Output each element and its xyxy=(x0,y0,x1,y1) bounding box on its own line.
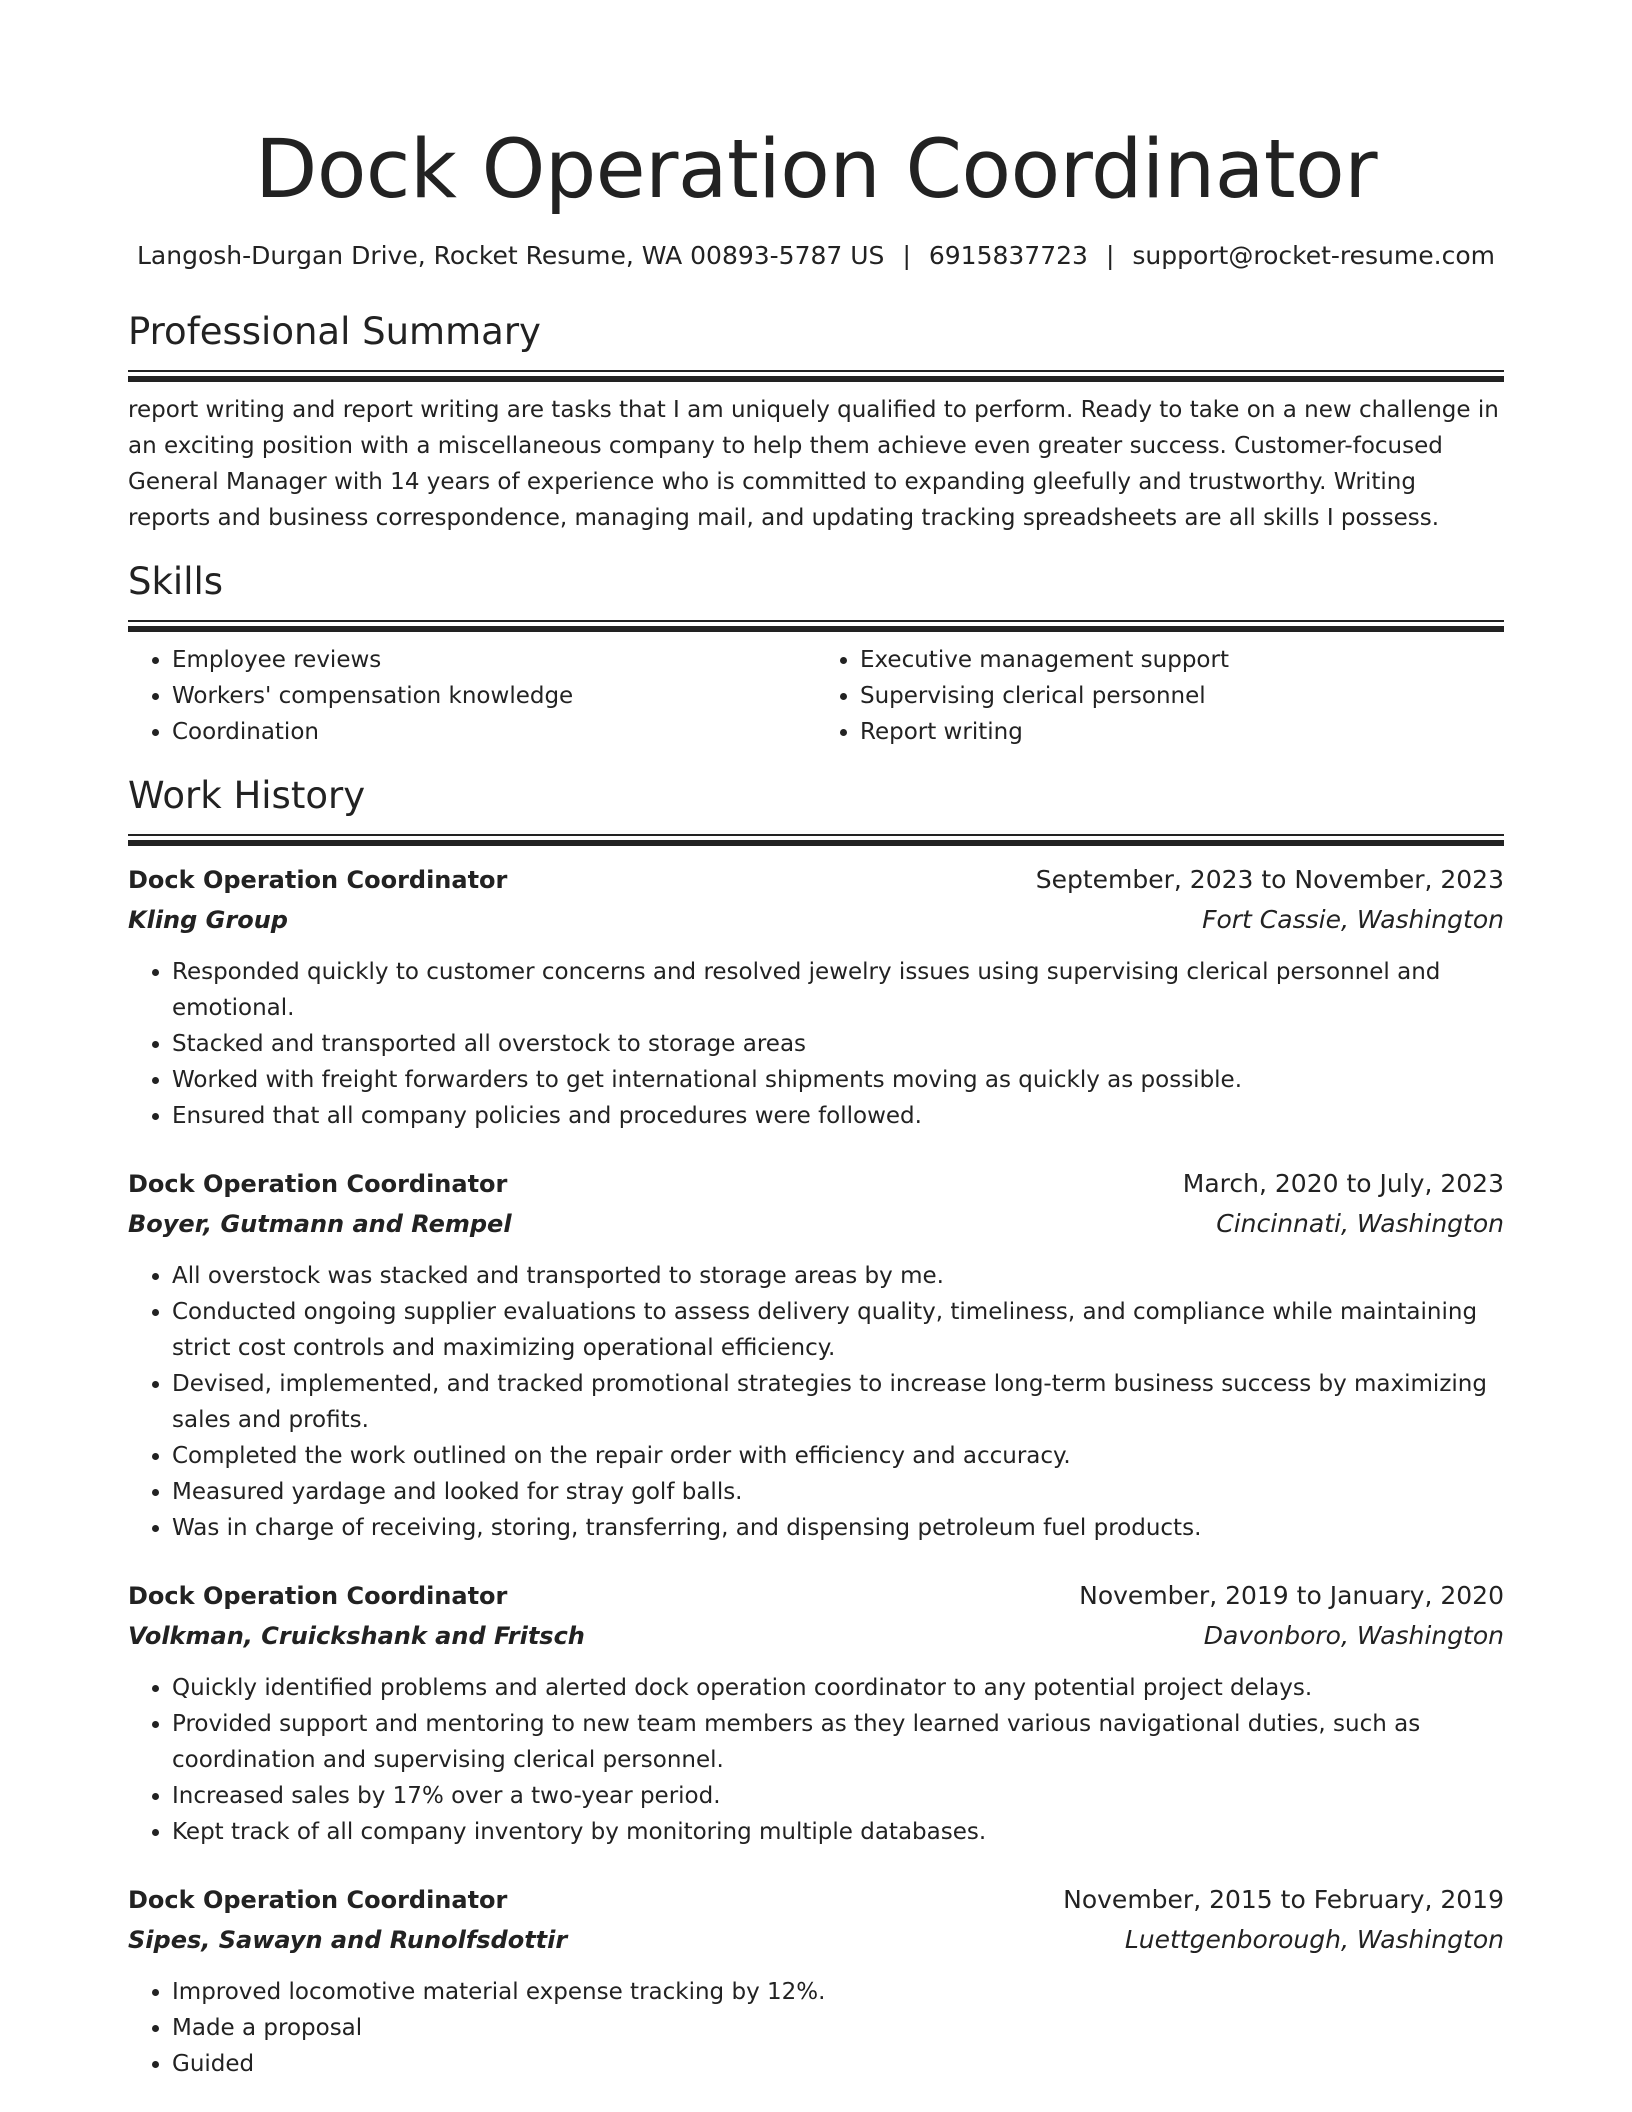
job-company: Sipes, Sawayn and Runolfsdottir xyxy=(128,1926,568,1954)
contact-separator: | xyxy=(1105,241,1115,270)
job-company: Kling Group xyxy=(128,906,288,934)
job-location: Luettgenborough, Washington xyxy=(1124,1925,1504,1954)
job-location: Fort Cassie, Washington xyxy=(1202,905,1504,934)
summary-section xyxy=(128,308,1504,536)
contact-separator: | xyxy=(902,241,911,270)
job-bullet: • Ensured that all company policies and procedures were followed. xyxy=(172,1098,1504,1134)
job-entry xyxy=(128,860,1504,1134)
job-bullets xyxy=(128,954,1504,1134)
job-title: Dock Operation Coordinator xyxy=(128,1886,508,1914)
contact-email: support@rocket-resume.com xyxy=(1132,241,1495,270)
job-bullet: • Quickly identified problems and alerted dock operation coordinator to any potential project delays. xyxy=(172,1670,1504,1706)
job-bullet: • All overstock was stacked and transported to storage areas by me. xyxy=(172,1258,1504,1294)
job-bullet: • Increased sales by 17% over a two-year period. xyxy=(172,1778,1504,1814)
job-company-row xyxy=(128,1920,1504,1960)
skills-columns xyxy=(128,642,1504,750)
skill-item: • Executive management support xyxy=(860,642,1504,678)
summary-text: report writing and report writing are tasks that I am uniquely qualified to perform. Ready to take on a new challenge in an exciting position with a miscellaneous company to help them achieve even greater success. Customer-focused General Manager with 14 years of experience who is committed to expanding gleefully and trustworthy. Writing reports and business correspondence, managing mail, and updating tracking spreadsheets are all skills I possess. xyxy=(128,397,1499,531)
skills-section xyxy=(128,558,1504,750)
job-bullet: • Made a proposal xyxy=(172,2010,1504,2046)
job-bullet: • Worked with freight forwarders to get international shipments moving as quickly as possible. xyxy=(172,1062,1504,1098)
job-dates: November, 2019 to January, 2020 xyxy=(1079,1581,1504,1610)
job-bullets xyxy=(128,1258,1504,1546)
section-divider xyxy=(128,834,1504,840)
job-location: Cincinnati, Washington xyxy=(1216,1209,1504,1238)
skill-item: • Report writing xyxy=(860,714,1504,750)
job-dates: September, 2023 to November, 2023 xyxy=(1035,865,1504,894)
job-bullet: • Measured yardage and looked for stray golf balls. xyxy=(172,1474,1504,1510)
section-divider xyxy=(128,370,1504,376)
job-bullets xyxy=(128,1670,1504,1850)
job-entry xyxy=(128,1880,1504,2082)
job-entry xyxy=(128,1576,1504,1850)
section-title-skills: Skills xyxy=(128,560,224,603)
job-company: Volkman, Cruickshank and Fritsch xyxy=(128,1622,585,1650)
skills-list-right xyxy=(816,642,1504,750)
job-bullet: • Responded quickly to customer concerns and resolved jewelry issues using supervising clerical personnel and emotional. xyxy=(172,954,1504,1026)
skills-list-left xyxy=(128,642,816,750)
job-bullet: • Guided xyxy=(172,2046,1504,2082)
job-bullet: • Kept track of all company inventory by monitoring multiple databases. xyxy=(172,1814,1504,1850)
job-title: Dock Operation Coordinator xyxy=(128,866,508,894)
work-history-section xyxy=(128,772,1504,2082)
candidate-name: Dock Operation Coordinator xyxy=(254,123,1378,217)
job-header-row xyxy=(128,1576,1504,1616)
skill-item: • Coordination xyxy=(172,714,816,750)
resume-page xyxy=(128,0,1504,2082)
skill-item: • Supervising clerical personnel xyxy=(860,678,1504,714)
job-company: Boyer, Gutmann and Rempel xyxy=(128,1210,512,1238)
job-bullet: • Conducted ongoing supplier evaluations to assess delivery quality, timeliness, and compliance while maintaining strict cost controls and maximizing operational efficiency. xyxy=(172,1294,1504,1366)
skill-item: • Workers' compensation knowledge xyxy=(172,678,816,714)
job-bullets xyxy=(128,1974,1504,2082)
job-header-row xyxy=(128,1164,1504,1204)
job-title: Dock Operation Coordinator xyxy=(128,1170,508,1198)
job-bullet: • Improved locomotive material expense tracking by 12%. xyxy=(172,1974,1504,2010)
job-bullet: • Provided support and mentoring to new team members as they learned various navigational duties, such as coordination and supervising clerical personnel. xyxy=(172,1706,1504,1778)
contact-line xyxy=(128,238,1504,274)
job-bullet: • Devised, implemented, and tracked promotional strategies to increase long-term business success by maximizing sales and profits. xyxy=(172,1366,1504,1438)
job-bullet: • Stacked and transported all overstock to storage areas xyxy=(172,1026,1504,1062)
contact-address: Langosh-Durgan Drive, Rocket Resume, WA 00893-5787 US xyxy=(137,241,885,270)
job-bullet: • Was in charge of receiving, storing, transferring, and dispensing petroleum fuel products. xyxy=(172,1510,1504,1546)
job-company-row xyxy=(128,1204,1504,1244)
job-header-row xyxy=(128,860,1504,900)
section-title-summary: Professional Summary xyxy=(128,310,541,353)
job-title: Dock Operation Coordinator xyxy=(128,1582,508,1610)
job-location: Davonboro, Washington xyxy=(1203,1621,1504,1650)
skill-item: • Employee reviews xyxy=(172,642,816,678)
section-title-work-history: Work History xyxy=(128,774,366,817)
job-bullet: • Completed the work outlined on the repair order with efficiency and accuracy. xyxy=(172,1438,1504,1474)
section-divider xyxy=(128,620,1504,626)
job-header-row xyxy=(128,1880,1504,1920)
contact-phone: 6915837723 xyxy=(928,241,1088,270)
job-company-row xyxy=(128,1616,1504,1656)
job-dates: November, 2015 to February, 2019 xyxy=(1063,1885,1504,1914)
job-company-row xyxy=(128,900,1504,940)
job-dates: March, 2020 to July, 2023 xyxy=(1182,1169,1504,1198)
job-entry xyxy=(128,1164,1504,1546)
